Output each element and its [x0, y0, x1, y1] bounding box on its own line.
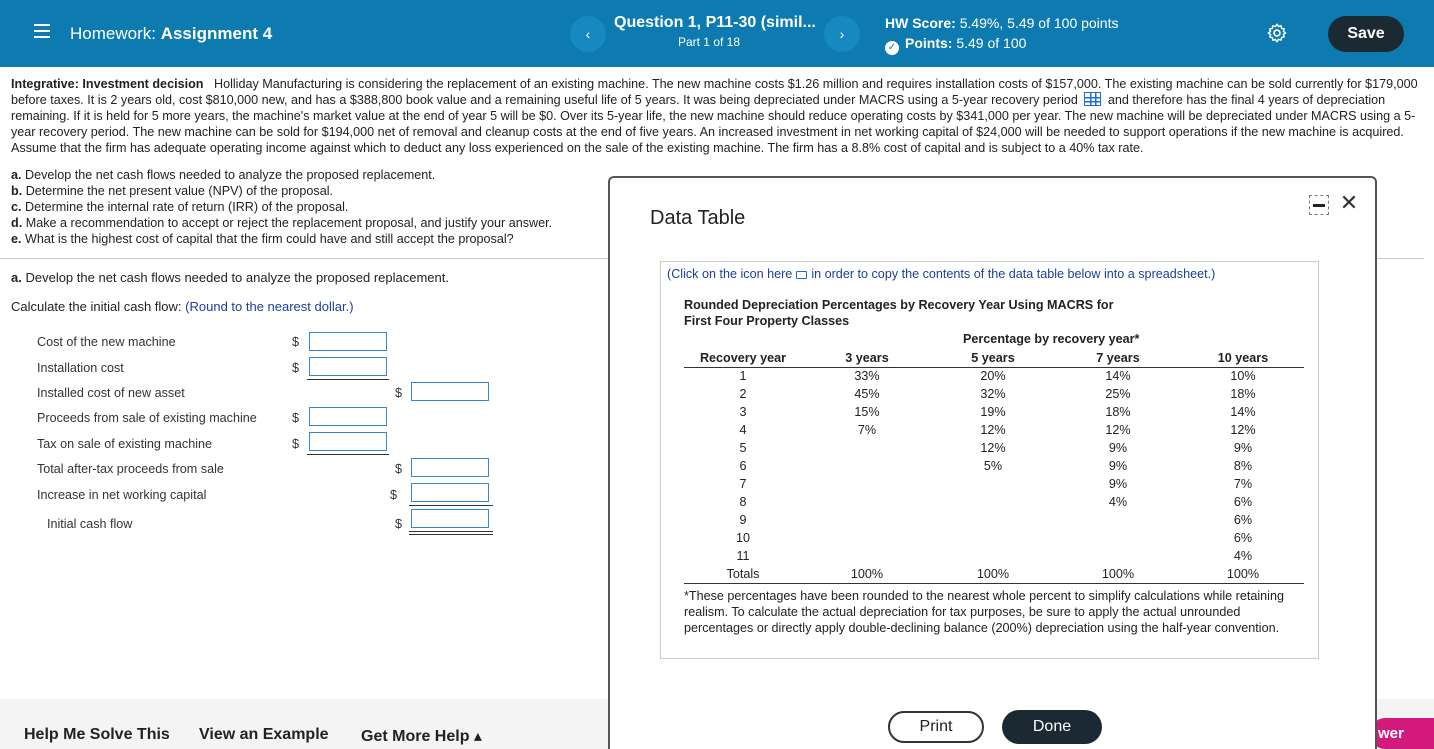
totals-row — [684, 565, 1304, 583]
table-cell — [802, 457, 932, 475]
table-cell — [932, 511, 1054, 529]
table-row — [684, 403, 1304, 421]
subtotal-underline — [307, 379, 389, 380]
table-header-row — [684, 349, 1304, 367]
subtotal-underline — [409, 505, 493, 506]
after-tax-proceeds-input[interactable] — [411, 458, 489, 477]
table-cell: 3 — [739, 405, 747, 419]
table-cell: 25% — [1105, 387, 1131, 401]
table-cell: 9% — [1233, 441, 1253, 455]
table-cell: 5 — [739, 441, 747, 455]
table-cell: 9% — [1108, 477, 1128, 491]
help-me-solve-button[interactable]: Help Me Solve This — [24, 726, 170, 743]
table-cell: 2 — [739, 387, 747, 401]
table-row — [684, 457, 1304, 475]
row-label-tax-on-sale: Tax on sale of existing machine — [37, 437, 213, 451]
table-cell: 7% — [1233, 477, 1253, 491]
table-cell: 45% — [854, 387, 880, 401]
cost-new-machine-input[interactable] — [309, 332, 387, 351]
column-header: 5 years — [971, 350, 1015, 365]
table-cell — [1054, 547, 1182, 565]
table-cell — [802, 475, 932, 493]
table-title: Rounded Depreciation Percentages by Recovery Year Using MACRS for First Four Property Classes — [684, 298, 1114, 328]
table-row — [684, 439, 1304, 457]
proceeds-sale-input[interactable] — [309, 407, 387, 426]
table-cell — [1054, 511, 1182, 529]
data-table-box — [660, 261, 1319, 659]
column-header: 7 years — [1096, 350, 1140, 365]
row-label-installation-cost: Installation cost — [37, 361, 124, 375]
table-cell: 100% — [1101, 566, 1135, 581]
currency-symbol: $ — [292, 335, 300, 349]
initial-cash-flow-input[interactable] — [411, 509, 489, 528]
table-cell: 15% — [854, 405, 880, 419]
table-cell: 7 — [739, 477, 747, 491]
currency-symbol: $ — [395, 462, 403, 476]
table-cell — [802, 529, 932, 547]
save-button[interactable]: Save — [1328, 16, 1404, 52]
question-part: Part 1 of 18 — [677, 35, 741, 49]
table-cell — [932, 529, 1054, 547]
homework-title: Homework: Assignment 4 — [70, 24, 273, 43]
hw-score: HW Score: 5.49%, 5.49 of 100 points — [885, 15, 1119, 31]
currency-symbol: $ — [292, 437, 300, 451]
data-table-modal — [608, 176, 1377, 749]
question-part-d: d. Make a recommendation to accept or reject the replacement proposal, and justify your answer. — [11, 216, 553, 230]
question-part-e: e. What is the highest cost of capital that the firm could have and still accept the proposal? — [11, 232, 514, 246]
table-cell: 6% — [1233, 531, 1253, 545]
column-header: 10 years — [1217, 350, 1269, 365]
table-cell: 14% — [1230, 405, 1256, 419]
row-label-installed-cost: Installed cost of new asset — [37, 386, 185, 400]
table-row — [684, 367, 1304, 385]
table-cell: 1 — [739, 369, 747, 384]
currency-symbol: $ — [292, 411, 300, 425]
table-cell — [802, 493, 932, 511]
partial-credit-icon: ✓ — [885, 41, 899, 55]
table-cell — [802, 547, 932, 565]
row-label-after-tax-proceeds: Total after-tax proceeds from sale — [37, 462, 224, 476]
currency-symbol: $ — [395, 386, 403, 400]
table-row — [684, 547, 1304, 565]
total-double-underline — [409, 534, 493, 535]
table-row — [684, 385, 1304, 403]
installed-cost-input[interactable] — [411, 382, 489, 401]
table-row — [684, 421, 1304, 439]
table-cell: 12% — [980, 423, 1006, 437]
installation-cost-input[interactable] — [309, 357, 387, 376]
table-cell: 12% — [1105, 423, 1131, 437]
copy-instruction: (Click on the icon here in order to copy the contents of the data table below into a spreadsheet.) — [667, 267, 1216, 281]
net-working-capital-input[interactable] — [411, 483, 489, 502]
table-cell: 8 — [739, 495, 747, 509]
table-cell — [932, 493, 1054, 511]
chevron-right-icon: › — [839, 26, 845, 42]
view-example-button[interactable]: View an Example — [199, 726, 329, 743]
table-cell: 5% — [983, 459, 1003, 473]
currency-symbol: $ — [292, 361, 300, 375]
modal-title: Data Table — [650, 207, 746, 229]
table-row — [684, 475, 1304, 493]
table-cell: 10 — [735, 531, 750, 545]
column-header: Recovery year — [699, 350, 787, 365]
table-cell — [932, 475, 1054, 493]
table-cell: 12% — [980, 441, 1006, 455]
table-cell: 100% — [976, 566, 1010, 581]
table-cell: 8% — [1233, 459, 1253, 473]
calc-instruction: Calculate the initial cash flow: (Round to the nearest dollar.) — [11, 299, 354, 314]
chevron-left-icon: ‹ — [585, 26, 591, 42]
currency-symbol: $ — [395, 517, 403, 531]
question-part-b: b. Determine the net present value (NPV) of the proposal. — [11, 184, 334, 198]
table-row — [684, 529, 1304, 547]
table-cell — [802, 511, 932, 529]
table-cell: 4 — [739, 423, 747, 437]
close-icon[interactable]: ✕ — [1339, 190, 1359, 215]
next-question-button[interactable] — [824, 16, 860, 52]
minimize-icon[interactable] — [1309, 195, 1329, 215]
table-cell: 6% — [1233, 495, 1253, 509]
table-cell: 9% — [1108, 441, 1128, 455]
table-row — [684, 493, 1304, 511]
table-cell: Totals — [726, 566, 760, 581]
macrs-table — [684, 349, 1304, 584]
table-cell: 9 — [739, 513, 747, 527]
total-double-underline — [409, 531, 493, 532]
copy-to-spreadsheet-icon[interactable] — [796, 271, 807, 279]
tax-on-sale-input[interactable] — [309, 432, 387, 451]
table-cell: 12% — [1230, 423, 1256, 437]
row-label-initial-cash-flow: Initial cash flow — [47, 517, 133, 531]
table-cell: 6 — [739, 459, 747, 473]
table-cell — [802, 439, 932, 457]
table-cell: 100% — [850, 566, 884, 581]
table-cell: 7% — [857, 423, 877, 437]
table-cell: 18% — [1105, 405, 1131, 419]
table-cell: 20% — [980, 369, 1006, 384]
get-more-help-button[interactable]: Get More Help ▴ — [361, 728, 482, 745]
table-cell: 14% — [1105, 369, 1131, 384]
previous-question-button[interactable] — [570, 16, 606, 52]
table-cell: 19% — [980, 405, 1006, 419]
top-bar — [0, 0, 1434, 67]
subtotal-underline — [307, 454, 389, 455]
column-header: 3 years — [845, 350, 889, 365]
table-cell: 11 — [736, 549, 750, 563]
table-cell: 4% — [1233, 549, 1253, 563]
table-cell: 32% — [980, 387, 1006, 401]
table-cell: 100% — [1226, 566, 1260, 581]
menu-icon[interactable] — [34, 24, 50, 40]
table-cell: 10% — [1230, 369, 1256, 384]
points: ✓ Points: 5.49 of 100 — [885, 35, 1026, 55]
done-button[interactable]: Done — [1002, 710, 1102, 744]
row-label-net-working-capital: Increase in net working capital — [37, 488, 207, 502]
question-title: Question 1, P11-30 (simil... — [614, 14, 816, 31]
part-a-heading: a. Develop the net cash flows needed to analyze the proposed replacement. — [11, 270, 449, 285]
percentage-header: Percentage by recovery year* — [963, 332, 1140, 346]
table-cell: 18% — [1230, 387, 1256, 401]
table-cell: 6% — [1233, 513, 1253, 527]
table-row — [684, 511, 1304, 529]
data-table-icon[interactable] — [1084, 92, 1101, 106]
currency-symbol: $ — [390, 488, 398, 502]
check-answer-button[interactable]: wer — [1370, 718, 1434, 749]
print-button[interactable]: Print — [888, 711, 984, 743]
row-label-cost-new-machine: Cost of the new machine — [37, 335, 176, 349]
table-cell — [932, 547, 1054, 565]
table-cell: 9% — [1108, 459, 1128, 473]
question-part-c: c. Determine the internal rate of return (IRR) of the proposal. — [11, 200, 349, 214]
table-cell — [1054, 529, 1182, 547]
question-part-a: a. Develop the net cash flows needed to analyze the proposed replacement. — [11, 168, 436, 182]
table-footnote: *These percentages have been rounded to the nearest whole percent to simplify calculations while retaining realism. To calculate the actual depreciation for tax purposes, be sure to apply the actual unrounded percentages or directly apply double-declining balance (200%) depreciation using the half-year convention. — [684, 589, 1284, 635]
question-text: Integrative: Investment decision Holliday Manufacturing is considering the replacement of an existing machine. The new machine costs $1.26 million and requires installation costs of $157,000. The existing machine can be sold currently for $179,000 before taxes. It is 2 years old, cost $810,000 new, and has a $388,800 book value and a remaining useful life of 5 years. It was being depreciated under MACRS using a 5-year recovery period and therefore has the final 4 years of depreciation remaining. If it is held for 5 more years, the machine's market value at the end of year 5 will be $0. Over its 5-year life, the new machine should reduce operating costs by $341,000 per year. The new machine will be depreciated under MACRS using a 5-year recovery period. The new machine can be sold for $194,000 net of removal and cleanup costs at the end of five years. An increased investment in net working capital of $24,000 will be needed to support operations if the new machine is acquired. Assume that the firm has adequate operating income against which to deduct any loss experienced on the sale of the existing machine. The firm has a 8.8% cost of capital and is subject to a 40% tax rate. — [11, 77, 1418, 155]
question-parts — [11, 167, 552, 247]
row-label-proceeds-sale: Proceeds from sale of existing machine — [37, 411, 257, 425]
table-cell: 4% — [1108, 495, 1128, 509]
table-cell: 33% — [854, 369, 880, 384]
settings-gear-icon[interactable] — [1266, 22, 1288, 44]
